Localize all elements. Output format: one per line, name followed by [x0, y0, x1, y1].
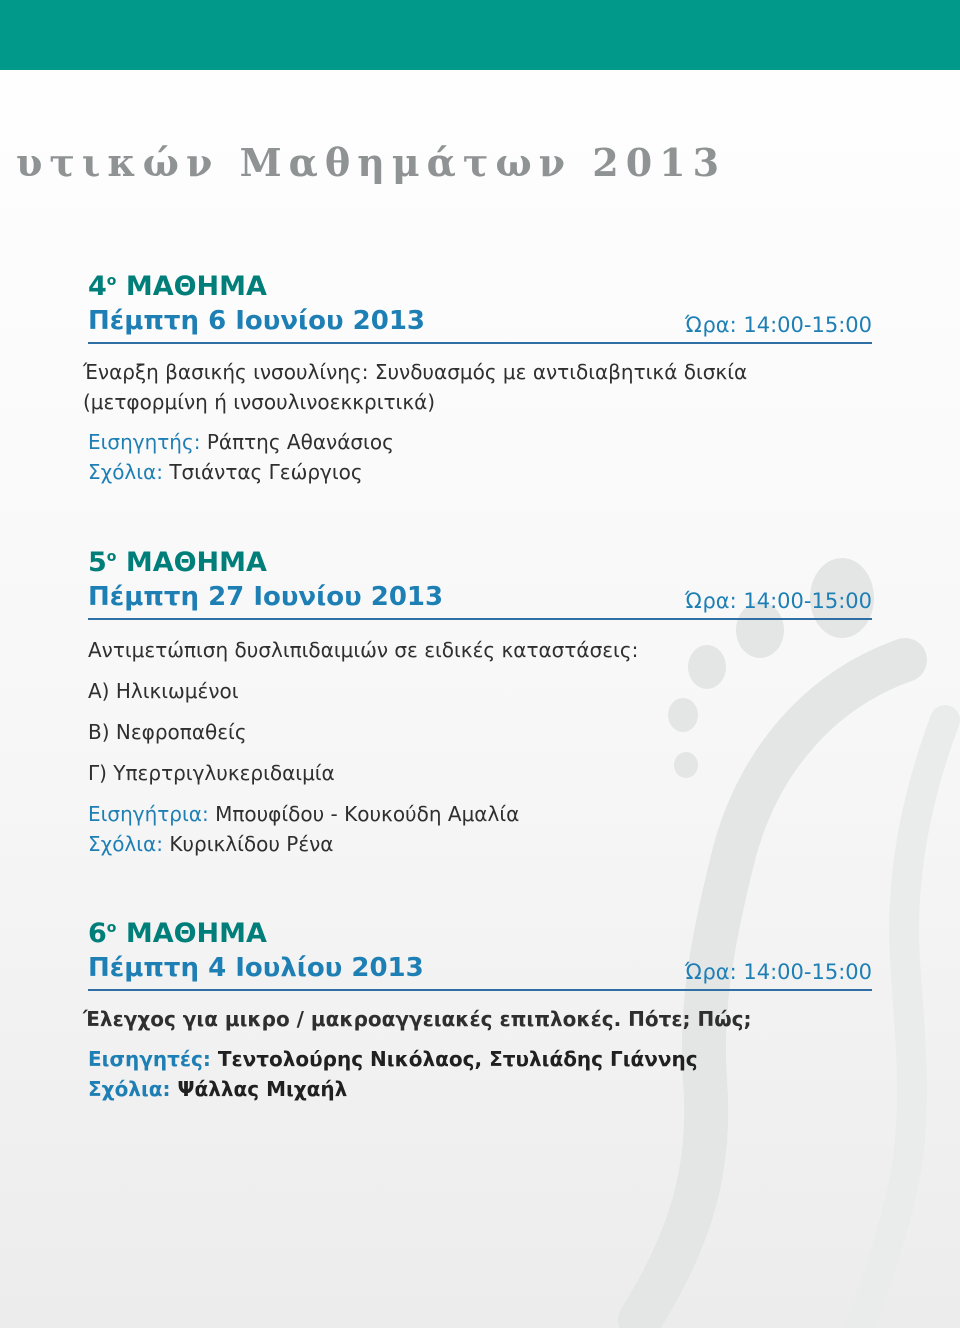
foot-toe-4	[668, 698, 698, 732]
foot-toe-3	[688, 645, 726, 689]
comments-line: Σχόλια: Τσιάντας Γεώργιος	[88, 460, 363, 484]
lesson-number: $4^o$ ΜΑΘΗΜΑ	[88, 271, 267, 302]
lesson-topic-line: Έναρξη βασικής ινσουλίνης: Συνδυασμός με αντιδιαβητικά δισκία	[83, 360, 748, 384]
lesson-time: Ώρα: 14:00-15:00	[685, 589, 872, 613]
lesson-date-row	[88, 951, 872, 991]
lesson-date-row	[88, 304, 872, 344]
lesson-topic-line: Α) Ηλικιωμένοι	[88, 679, 239, 703]
comments-line: Σχόλια: Κυρικλίδου Ρένα	[88, 832, 334, 856]
lesson-number: $6^o$ ΜΑΘΗΜΑ	[88, 918, 267, 949]
lesson-topic-line: Έλεγχος για μικρο / μακροαγγειακές επιπλοκές. Πότε; Πώς;	[83, 1007, 752, 1031]
lesson-topic-line: Β) Νεφροπαθείς	[88, 720, 247, 744]
lesson-4	[83, 270, 872, 484]
lesson-time: Ώρα: 14:00-15:00	[685, 960, 872, 984]
page-title: υτικών Μαθημάτων 2013	[16, 140, 727, 185]
lesson-5	[88, 546, 872, 856]
lesson-date: Πέμπτη 27 Ιουνίου 2013	[88, 582, 444, 612]
speaker-line: Εισηγήτρια: Μπουφίδου - Κουκούδη Αμαλία	[88, 802, 520, 826]
speaker-line: Εισηγητής: Ράπτης Αθανάσιος	[88, 430, 394, 454]
speaker-line: Εισηγητές: Τεντολούρης Νικόλαος, Στυλιάδης Γιάννης	[88, 1047, 698, 1071]
comments-line: Σχόλια: Ψάλλας Μιχαήλ	[88, 1077, 348, 1101]
lesson-topic-line: Γ) Υπερτριγλυκεριδαιμία	[88, 761, 335, 785]
foot-sole-edge	[860, 720, 945, 1328]
lesson-date: Πέμπτη 4 Ιουλίου 2013	[88, 953, 424, 983]
lesson-date-row	[88, 580, 872, 620]
foot-toe-5	[674, 752, 698, 778]
lesson-time: Ώρα: 14:00-15:00	[685, 313, 872, 337]
lesson-date: Πέμπτη 6 Ιουνίου 2013	[88, 306, 425, 336]
lesson-topic-line: Αντιμετώπιση δυσλιπιδαιμιών σε ειδικές καταστάσεις:	[88, 638, 639, 662]
lesson-number: $5^o$ ΜΑΘΗΜΑ	[88, 547, 267, 578]
lesson-topic-line: (μετφορμίνη ή ινσουλινοεκκριτικά)	[83, 390, 436, 414]
lesson-6	[83, 917, 872, 1101]
